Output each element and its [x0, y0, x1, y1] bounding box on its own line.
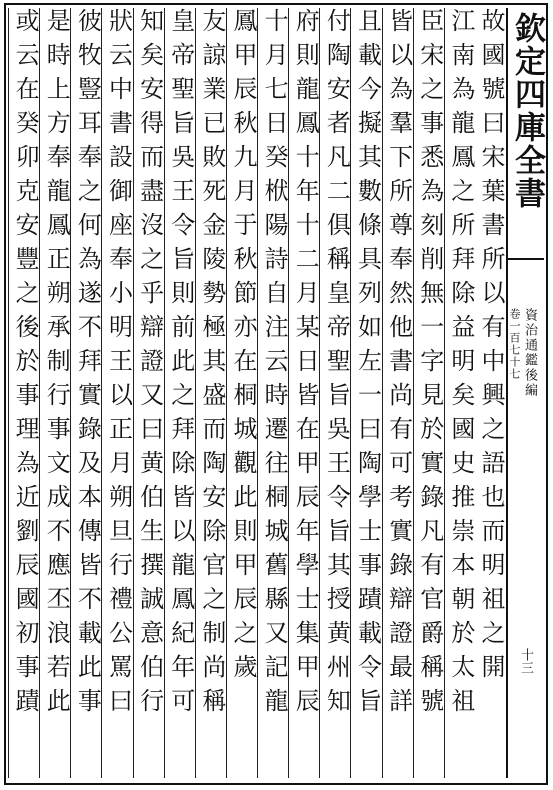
sidebar-divider	[508, 258, 544, 260]
text-column-7	[288, 8, 319, 778]
column-text: 鳳甲辰秋九月于秋節亦在桐城觀此則甲辰之歲	[229, 8, 257, 688]
text-column-15	[39, 8, 70, 778]
text-column-1	[475, 8, 506, 778]
volume-label: 卷一百七十七	[508, 308, 521, 380]
column-text: 狀云中書設御座奉小明王以正月朔旦行禮公罵曰	[104, 8, 133, 722]
text-column-2	[444, 8, 475, 778]
text-column-6	[319, 8, 350, 778]
column-text: 故國號曰宋葉書所以有中興之語也而明祖之開	[477, 8, 505, 688]
column-text: 友諒業已敗死金陵勢極其盛而陶安除官之制尚稱	[197, 8, 226, 722]
column-text: 或云在癸卯克安豐之後於事理為近劉辰國初事蹟	[11, 8, 40, 722]
text-column-3	[413, 8, 444, 778]
column-text: 江南為龍鳳之所拜除益明矣國史推崇本朝於太祖	[446, 8, 475, 722]
text-column-12	[133, 8, 164, 778]
column-text: 且載今擬其數條具列如左一曰陶學士事蹟載令旨	[353, 8, 382, 722]
text-column-10	[195, 8, 226, 778]
text-column-8	[257, 8, 288, 778]
page-number: 十三	[518, 648, 533, 674]
text-column-4	[382, 8, 413, 778]
column-text: 十月七日癸栿陽詩自注云時遷往桐城舊縣又記龍	[260, 8, 289, 722]
text-column-13	[101, 8, 132, 778]
column-text: 付陶安者凡二俱稱皇帝聖旨吳王令旨其授黄州知	[322, 8, 351, 722]
work-title: 資治通鑑後編	[522, 308, 537, 398]
text-column-14	[70, 8, 101, 778]
column-text: 是時上方奉龍鳳正朔承制行事文成不應丕浪若此	[42, 8, 71, 722]
text-column-5	[350, 8, 381, 778]
column-text: 臣宋之事悉為刻削無一字見於實錄凡有官爵稱號	[415, 8, 444, 722]
text-area	[8, 8, 506, 778]
book-title: 欽定四庫全書	[509, 12, 545, 210]
sidebar-header	[506, 8, 544, 778]
text-column-11	[164, 8, 195, 778]
column-text: 府則龍鳳十年十二月某日皆在甲辰年學士集甲辰	[291, 8, 320, 722]
text-column-16	[8, 8, 39, 778]
text-column-9	[226, 8, 257, 778]
column-text: 皆以為羣下所尊奉然他書尚有可考實錄辯證最詳	[384, 8, 413, 722]
column-text: 知矣安得而盡沒之乎辯證又曰黄伯生撰誠意伯行	[135, 8, 164, 722]
column-text: 彼牧豎耳奉之何為遂不拜實錄及本傳皆不載此事	[73, 8, 102, 722]
column-text: 皇帝聖旨吳王令旨則前此之拜除皆以龍鳳紀年可	[166, 8, 195, 722]
